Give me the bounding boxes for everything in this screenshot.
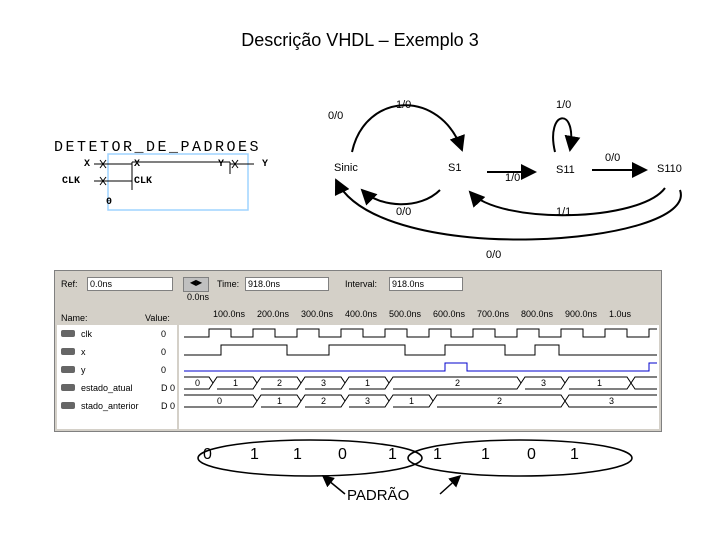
ref-label: Ref: [61, 279, 78, 289]
time-tick: 500.0ns [389, 309, 422, 319]
pin-y-in: Y [218, 159, 225, 170]
time-tick: 400.0ns [345, 309, 378, 319]
stado-anterior-value: 3 [365, 396, 371, 406]
signal-value: D 0 [161, 383, 176, 393]
pin-clk-in: CLK [134, 176, 153, 187]
estado-atual-value: 2 [455, 378, 461, 388]
label-s11-self: 1/0 [556, 99, 572, 111]
stado-anterior-value: 3 [609, 396, 615, 406]
signal-value: 0 [161, 365, 167, 375]
stado-anterior-value: 1 [409, 396, 415, 406]
stado-anterior-value: 2 [321, 396, 327, 406]
time-tick: 600.0ns [433, 309, 466, 319]
state-s1: S1 [448, 162, 462, 174]
time-tick: 800.0ns [521, 309, 554, 319]
estado-atual-value: 1 [365, 378, 371, 388]
estado-atual-value: 1 [597, 378, 603, 388]
label-sinic-s1: 1/0 [396, 99, 412, 111]
bit-value: 1 [250, 446, 259, 463]
signal-name[interactable]: x [81, 347, 86, 357]
time-ticks [55, 309, 661, 321]
signal-value: 0 [161, 329, 167, 339]
bit-value: 0 [527, 446, 536, 463]
block-title: DETETOR_DE_PADROES [54, 139, 262, 156]
signal-icon [61, 366, 75, 373]
bit-value: 1 [433, 446, 442, 463]
signal-icon [61, 384, 75, 391]
nav-arrows-icon[interactable]: ◀▶ [183, 277, 209, 292]
signal-name[interactable]: stado_anterior [81, 401, 139, 411]
pin-x-in: X [134, 159, 141, 170]
label-sinic-self: 0/0 [328, 110, 344, 122]
page-title: Descrição VHDL – Exemplo 3 [241, 30, 479, 50]
bit-value: 1 [293, 446, 302, 463]
time-tick: 700.0ns [477, 309, 510, 319]
state-sinic: Sinic [334, 162, 358, 174]
ref-field[interactable]: 0.0ns [87, 277, 173, 291]
estado-atual-value: 2 [277, 378, 283, 388]
waveform-window [54, 270, 662, 432]
signal-name[interactable]: estado_atual [81, 383, 133, 393]
name-header: Name: [61, 313, 88, 323]
time-tick: 200.0ns [257, 309, 290, 319]
pattern-annotation [0, 430, 720, 540]
signal-list [57, 325, 177, 429]
time-tick: 100.0ns [213, 309, 246, 319]
pattern-label: PADRÃO [347, 487, 410, 504]
pin-zero: 0 [106, 197, 113, 208]
estado-atual-value: 1 [233, 378, 239, 388]
signal-value: 0 [161, 347, 167, 357]
signal-value: D 0 [161, 401, 176, 411]
label-s1-sinic: 0/0 [396, 206, 412, 218]
time-tick: 1.0us [609, 309, 632, 319]
origin-label: 0.0ns [187, 292, 210, 302]
stado-anterior-value: 2 [497, 396, 503, 406]
stado-anterior-value: 1 [277, 396, 283, 406]
label-s110-s1: 1/1 [556, 206, 572, 218]
estado-atual-value: 3 [321, 378, 327, 388]
time-tick: 300.0ns [301, 309, 334, 319]
waveform-traces [179, 325, 659, 429]
bit-value: 1 [570, 446, 579, 463]
bit-value: 1 [388, 446, 397, 463]
signal-name[interactable]: y [81, 365, 86, 375]
time-field[interactable]: 918.0ns [245, 277, 329, 291]
waveform-area [179, 325, 659, 429]
estado-atual-value: 0 [195, 378, 201, 388]
value-header: Value: [145, 313, 170, 323]
time-label: Time: [217, 279, 240, 289]
time-tick: 900.0ns [565, 309, 598, 319]
state-s110: S110 [657, 163, 682, 175]
label-s1-s11: 1/0 [505, 172, 521, 184]
bit-value: 0 [203, 446, 212, 463]
signal-icon [61, 330, 75, 337]
interval-field[interactable]: 918.0ns [389, 277, 463, 291]
signal-name[interactable]: clk [81, 329, 92, 339]
signal-icon [61, 348, 75, 355]
interval-label: Interval: [345, 279, 378, 289]
pin-clk-ext: CLK [62, 176, 81, 187]
estado-atual-value: 3 [541, 378, 547, 388]
signal-icon [61, 402, 75, 409]
label-s11-s110: 0/0 [605, 152, 621, 164]
stado-anterior-value: 0 [217, 396, 223, 406]
pin-x-ext: X [84, 159, 91, 170]
bit-value: 1 [481, 446, 490, 463]
bit-value: 0 [338, 446, 347, 463]
pin-y-ext: Y [262, 159, 269, 170]
state-s11: S11 [556, 164, 575, 176]
label-s110-sinic: 0/0 [486, 249, 502, 261]
